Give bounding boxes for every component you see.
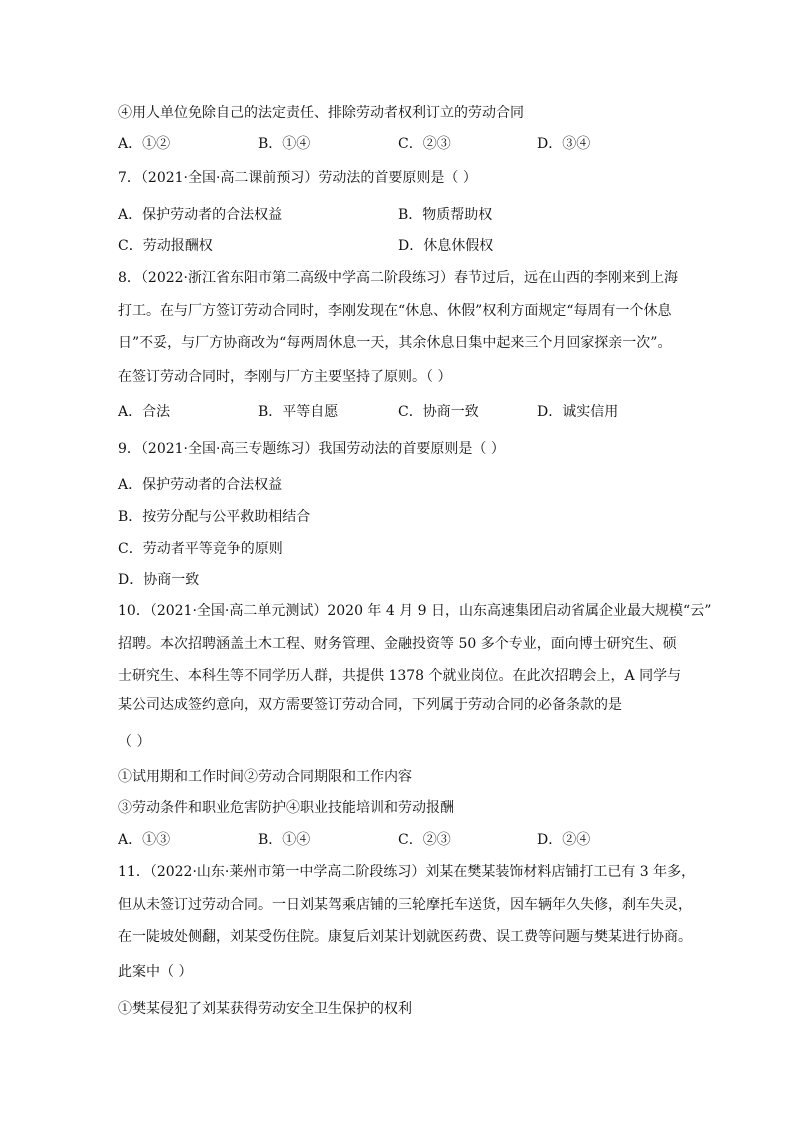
- q8-stem-line-2: 打工。在与厂方签订劳动合同时，李刚发现在“休息、休假”权利方面规定“每周有一个休息: [118, 303, 672, 319]
- q10-items-3-4: ③劳动条件和职业危害防护④职业技能培训和劳动报酬: [118, 800, 454, 816]
- q7-option-a: A．保护劳动者的合法权益: [118, 207, 283, 223]
- q11-item-1: ①樊某侵犯了刘某获得劳动安全卫生保护的权利: [118, 1001, 412, 1017]
- q7-option-b: B．物质帮助权: [398, 207, 493, 223]
- q10-option-b: B．①④: [258, 832, 311, 848]
- q8-option-a: A．合法: [118, 404, 171, 420]
- q11-stem-line-2: 但从未签订过劳动合同。一日刘某驾乘店铺的三轮摩托车送货，因车辆年久失修，刹车失灵，: [118, 897, 692, 913]
- q6-option-c: C．②③: [398, 136, 451, 152]
- q7-option-c: C．劳动报酬权: [118, 238, 213, 254]
- q10-stem-line-5: （ ）: [118, 734, 151, 750]
- q10-stem-line-2: 招聘。本次招聘涵盖土木工程、财务管理、金融投资等 50 多个专业，面向博士研究生、硕: [118, 636, 677, 652]
- q9-stem: 9．（2021·全国·高三专题练习）我国劳动法的首要原则是（ ）: [118, 441, 505, 457]
- q8-stem-line-3: 日”不妥，与厂方协商改为“每两周休息一天，其余休息日集中起来三个月回家探亲一次”。: [118, 335, 672, 351]
- q6-option-b: B．①④: [258, 136, 311, 152]
- q7-stem: 7．（2021·全国·高二课前预习）劳动法的首要原则是（ ）: [118, 170, 477, 186]
- q9-option-d: D．协商一致: [118, 572, 200, 588]
- q7-option-d: D．休息休假权: [398, 238, 494, 254]
- q6-option-a: A．①②: [118, 136, 171, 152]
- q9-option-a: A．保护劳动者的合法权益: [118, 477, 283, 493]
- q11-stem-line-4: 此案中（ ）: [118, 964, 193, 980]
- q10-items-1-2: ①试用期和工作时间②劳动合同期限和工作内容: [118, 769, 412, 785]
- q11-stem-line-3: 在一陡坡处侧翻，刘某受伤住院。康复后刘某计划就医药费、误工费等问题与樊某进行协商。: [118, 929, 692, 945]
- q10-option-c: C．②③: [398, 832, 451, 848]
- q10-stem-line-3: 士研究生、本科生等不同学历人群，共提供 1378 个就业岗位。在此次招聘会上，A 同学与: [118, 668, 682, 684]
- q10-option-d: D．②④: [537, 832, 591, 848]
- q9-option-c: C．劳动者平等竞争的原则: [118, 541, 283, 557]
- q8-option-c: C．协商一致: [398, 404, 479, 420]
- q8-stem-line-4: 在签订劳动合同时，李刚与厂方主要坚持了原则。（ ）: [118, 369, 452, 385]
- q8-option-d: D．诚实信用: [537, 404, 619, 420]
- q10-stem-line-4: 某公司达成签约意向，双方需要签订劳动合同，下列属于劳动合同的必备条款的是: [118, 697, 622, 713]
- q9-option-b: B．按劳分配与公平救助相结合: [118, 509, 311, 525]
- q11-stem-line-1: 11．（2022·山东·莱州市第一中学高二阶段练习）刘某在樊某装饰材料店铺打工已有 3 年多，: [118, 864, 696, 880]
- q8-stem-line-1: 8．（2022·浙江省东阳市第二高级中学高二阶段练习）春节过后，远在山西的李刚来到上海: [118, 270, 678, 286]
- q8-option-b: B．平等自愿: [258, 404, 339, 420]
- q6-item-4: ④用人单位免除自己的法定责任、排除劳动者权利订立的劳动合同: [118, 105, 524, 121]
- q10-stem-line-1: 10．（2021·全国·高二单元测试）2020 年 4 月 9 日，山东高速集团启动省属企业最大规模“云”: [118, 603, 712, 619]
- q6-option-d: D．③④: [537, 136, 591, 152]
- q10-option-a: A．①③: [118, 832, 171, 848]
